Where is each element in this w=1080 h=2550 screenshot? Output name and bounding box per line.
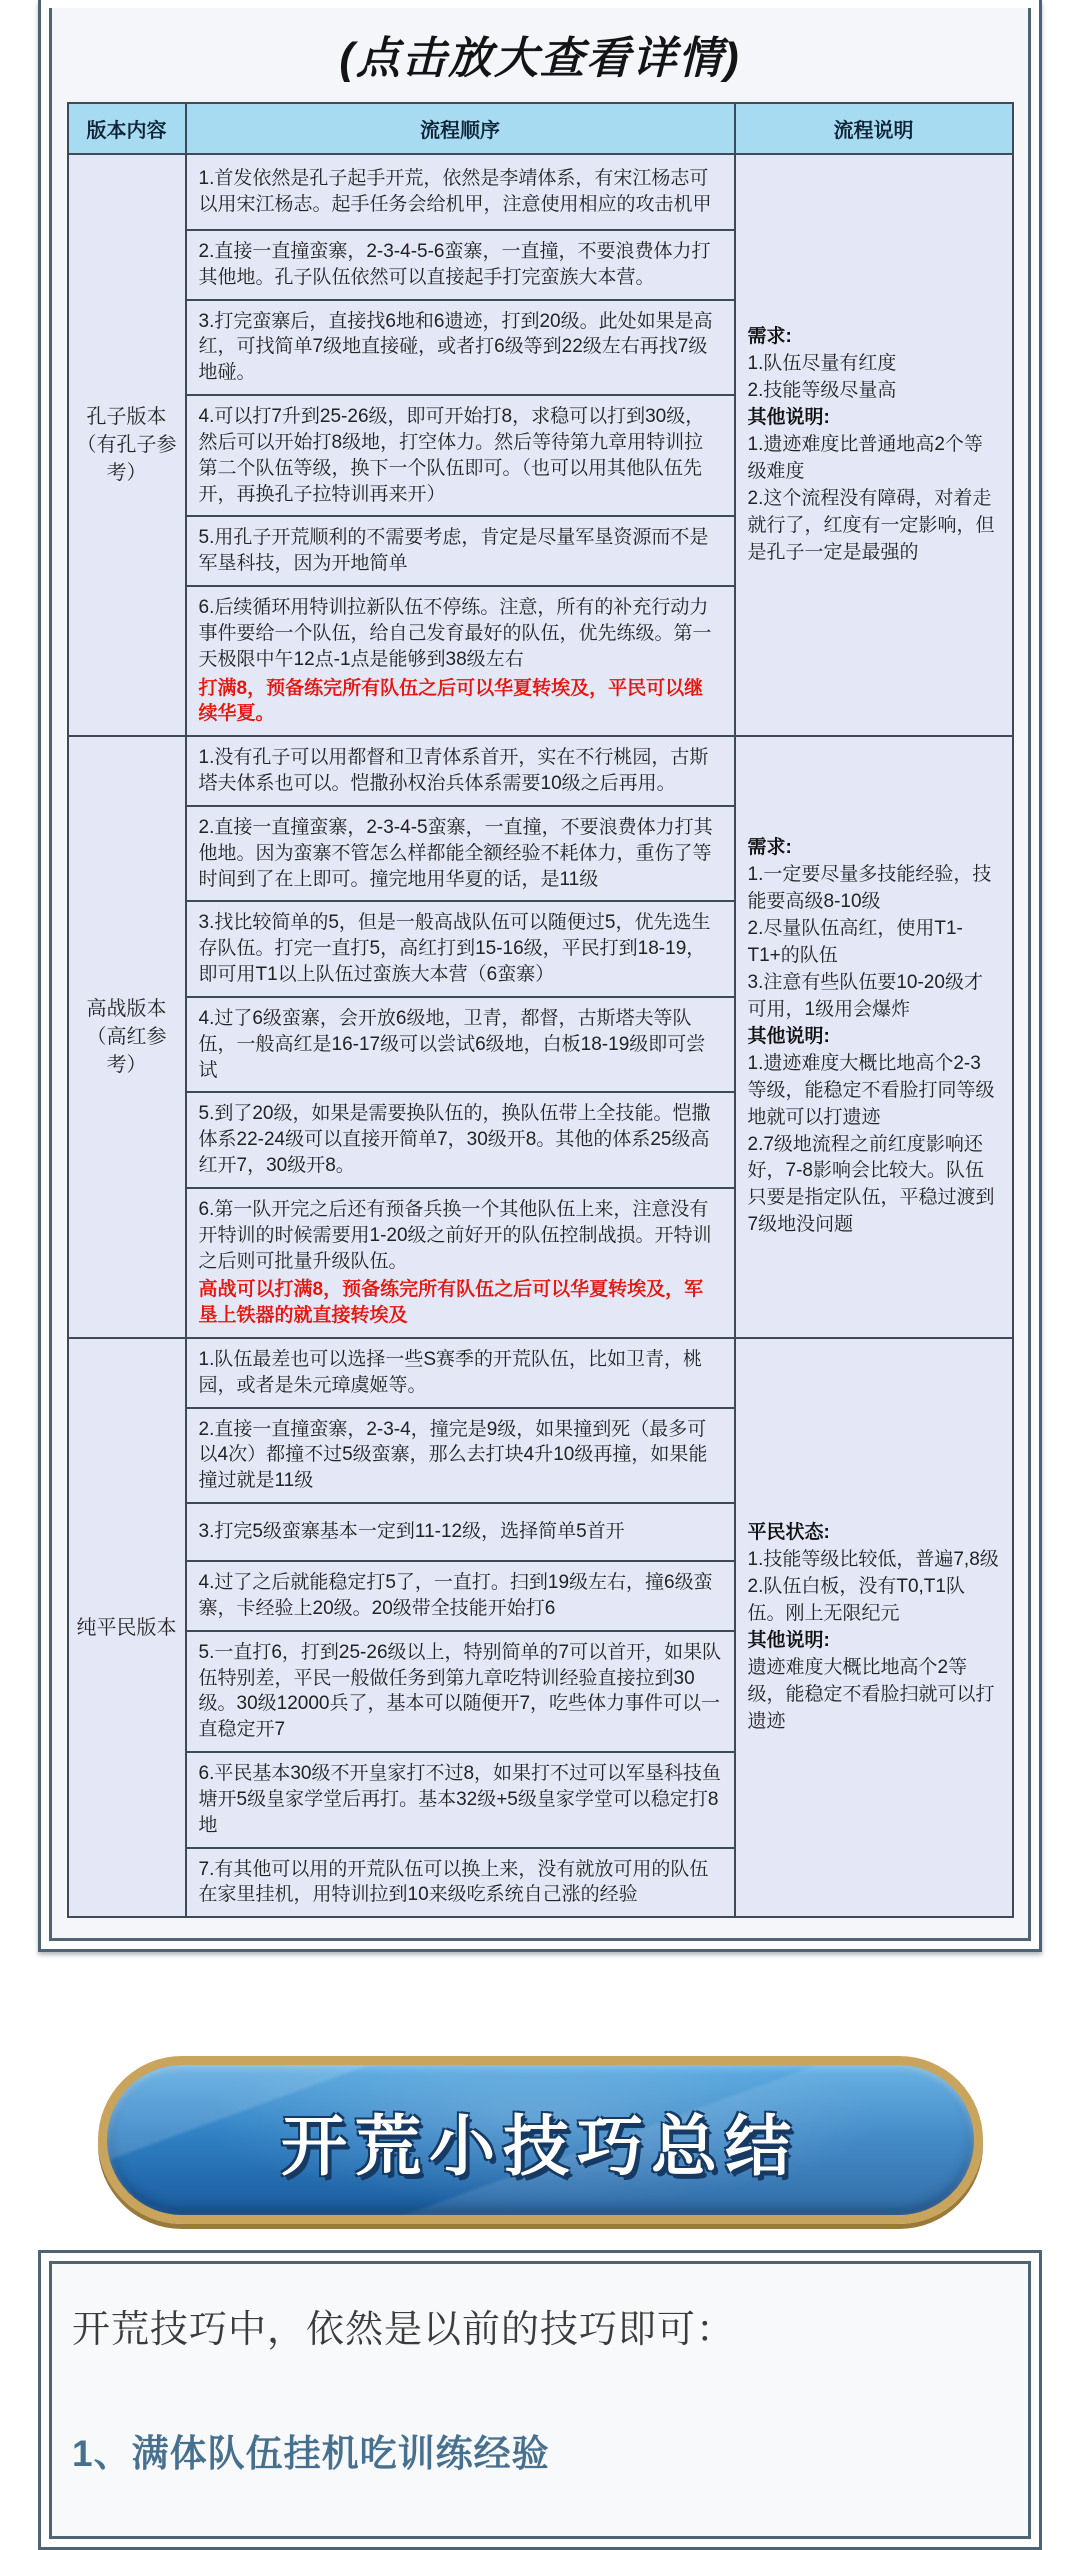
step-item bbox=[187, 1093, 734, 1188]
section-banner bbox=[98, 2056, 983, 2224]
step-text: 6.平民基本30级不开皇家打不过8，如果打不过可以军垦科技鱼塘开5级皇家学堂后再打。基本32级+5级皇家学堂可以稳定打8地 bbox=[198, 1763, 722, 1836]
step-text: 2.直接一直撞蛮寨，2-3-4，撞完是9级，如果撞到死（最多可以4次）都撞不过5级蛮寨，那么去打块4升10级再撞，如果能撞过就是11级 bbox=[198, 1418, 708, 1492]
strategy-table[interactable] bbox=[67, 102, 1014, 1918]
step-item bbox=[187, 1753, 734, 1848]
steps-cell bbox=[186, 1338, 735, 1917]
step-text: 4.可以打7升到25-26级，即可开始打8，求稳可以打到30级，然后可以开始打8级地，打空体力。然后等待第九章用特训拉第二个队伍等级，换下一个队伍即可。（也可以用其他队伍先开，再换孔子拉特训再来开） bbox=[198, 406, 705, 505]
tips-section-panel bbox=[38, 2250, 1042, 2550]
note-line: 需求: bbox=[747, 836, 792, 858]
step-item bbox=[187, 1632, 734, 1753]
note-line: 其他说明: bbox=[747, 1025, 830, 1047]
note-line: 1.技能等级比较低，普遍7,8级 bbox=[747, 1548, 999, 1570]
note-line: 2.尽量队伍高红，使用T1-T1+的队伍 bbox=[747, 917, 963, 966]
step-text: 6.后续循环用特训拉新队伍不停练。注意，所有的补充行动力事件要给一个队伍，给自己发育最好的队伍，优先练级。第一天极限中午12点-1点是能够到38级左右 bbox=[198, 597, 712, 670]
step-item bbox=[187, 517, 734, 587]
step-item bbox=[187, 155, 734, 231]
note-line: 2.这个流程没有障碍，对着走就行了，红度有一定影响，但是孔子一定是最强的 bbox=[747, 487, 995, 563]
step-text: 7.有其他可以用的开荒队伍可以换上来，没有就放可用的队伍在家里挂机，用特训拉到10来级吃系统自己涨的经验 bbox=[198, 1858, 709, 1906]
step-item bbox=[187, 807, 734, 902]
note-line: 其他说明: bbox=[747, 1629, 830, 1651]
step-item bbox=[187, 1562, 734, 1632]
steps-cell bbox=[186, 154, 735, 736]
version-label: 纯平民版本 bbox=[68, 1338, 186, 1917]
note-line: 需求: bbox=[747, 325, 792, 347]
step-text: 4.过了之后就能稳定打5了，一直打。扫到19级左右，撞6级蛮寨，卡经验上20级。20级带全技能开始打6 bbox=[198, 1572, 713, 1619]
notes-cell bbox=[735, 1338, 1013, 1917]
header-process-notes: 流程说明 bbox=[735, 103, 1013, 154]
table-row bbox=[68, 154, 1013, 736]
note-line: 1.一定要尽量多技能经验，技能要高级8-10级 bbox=[747, 863, 992, 912]
step-item bbox=[187, 1189, 734, 1337]
note-line: 3.注意有些队伍要10-20级才可用，1级用会爆炸 bbox=[747, 971, 983, 1020]
notes-cell bbox=[735, 154, 1013, 736]
note-line: 2.队伍白板，没有T0,T1队伍。刚上无限纪元 bbox=[747, 1575, 965, 1624]
step-text: 3.打完蛮寨后，直接找6地和6遗迹，打到20级。此处如果是高红，可找简单7级地直接碰，或者打6级等到22级左右再找7级地碰。 bbox=[198, 310, 713, 384]
version-label: 孔子版本（有孔子参考） bbox=[68, 154, 186, 736]
banner-title: 开荒小技巧总结 bbox=[281, 2108, 799, 2183]
step-highlight-text: 打满8，预备练完所有队伍之后可以华夏转埃及，平民可以继续华夏。 bbox=[198, 677, 704, 725]
step-item bbox=[187, 587, 734, 735]
step-item bbox=[187, 1339, 734, 1409]
step-item bbox=[187, 737, 734, 807]
note-line: 遗迹难度大概比地高个2等级，能稳定不看脸扫就可以打遗迹 bbox=[747, 1656, 995, 1732]
note-line: 其他说明: bbox=[747, 406, 830, 428]
notes-cell bbox=[735, 736, 1013, 1338]
step-item bbox=[187, 301, 734, 396]
header-process-order: 流程顺序 bbox=[186, 103, 735, 154]
step-text: 4.过了6级蛮寨，会开放6级地，卫青，都督，古斯塔夫等队伍，一般高红是16-17级可以尝试6级地，白板18-19级即可尝试 bbox=[198, 1007, 706, 1081]
table-header-row bbox=[68, 103, 1013, 154]
step-text: 2.直接一直撞蛮寨，2-3-4-5蛮寨，一直撞，不要浪费体力打其他地。因为蛮寨不管怎么样都能全额经验不耗体力，重伤了等时间到了在上即可。撞完地用华夏的话，是11级 bbox=[198, 816, 713, 890]
step-text: 1.没有孔子可以用都督和卫青体系首开，实在不行桃园，古斯塔夫体系也可以。恺撒孙权治兵体系需要10级之后再用。 bbox=[198, 747, 709, 795]
step-text: 2.直接一直撞蛮寨，2-3-4-5-6蛮寨，一直撞，不要浪费体力打其他地。孔子队伍依然可以直接起手打完蛮族大本营。 bbox=[198, 241, 711, 288]
header-version-content: 版本内容 bbox=[68, 103, 186, 154]
step-text: 5.到了20级，如果是需要换队伍的，换队伍带上全技能。恺撒体系22-24级可以直接开简单7，30级开8。其他的体系25级高红开7，30级开8。 bbox=[198, 1103, 711, 1177]
tip-1-heading: 1、满体队伍挂机吃训练经验 bbox=[72, 2433, 550, 2475]
note-line: 平民状态: bbox=[747, 1521, 830, 1543]
step-text: 3.找比较简单的5，但是一般高战队伍可以随便过5，优先选生存队伍。打完一直打5，高红打到15-16级，平民打到18-19，即可用T1以上队伍过蛮族大本营（6蛮寨） bbox=[198, 912, 711, 986]
step-item bbox=[187, 1504, 734, 1562]
version-label: 高战版本（高红参考） bbox=[68, 736, 186, 1338]
step-item bbox=[187, 231, 734, 301]
step-item bbox=[187, 998, 734, 1093]
step-item bbox=[187, 1849, 734, 1917]
tips-intro-text: 开荒技巧中，依然是以前的技巧即可： bbox=[72, 2309, 736, 2352]
note-line: 2.技能等级尽量高 bbox=[747, 379, 897, 401]
note-line: 2.7级地流程之前红度影响还好，7-8影响会比较大。队伍只要是指定队伍，平稳过渡到7级地没问题 bbox=[747, 1133, 995, 1236]
step-text: 1.首发依然是孔子起手开荒，依然是李靖体系，有宋江杨志可以用宋江杨志。起手任务会给机甲，注意使用相应的攻击机甲 bbox=[198, 168, 712, 215]
note-line: 1.遗迹难度大概比地高个2-3等级，能稳定不看脸打同等级地就可以打遗迹 bbox=[747, 1052, 995, 1128]
note-line: 1.队伍尽量有红度 bbox=[747, 352, 897, 374]
step-text: 5.用孔子开荒顺利的不需要考虑，肯定是尽量军垦资源而不是军垦科技，因为开地简单 bbox=[198, 527, 709, 575]
step-text: 5.一直打6，打到25-26级以上，特别简单的7可以首开，如果队伍特别差，平民一般做任务到第九章吃特训经验直接拉到30级。30级12000兵了，基本可以随便开7，吃些体力事件可以一直稳定开7 bbox=[198, 1641, 722, 1741]
step-text: 1.队伍最差也可以选择一些S赛季的开荒队伍，比如卫青，桃园，或者是朱元璋虞姬等。 bbox=[198, 1348, 703, 1396]
step-highlight-text: 高战可以打满8，预备练完所有队伍之后可以华夏转埃及，军垦上铁器的就直接转埃及 bbox=[198, 1279, 704, 1327]
steps-cell bbox=[186, 736, 735, 1338]
note-line: 1.遗迹难度比普通地高2个等级难度 bbox=[747, 433, 983, 482]
table-row bbox=[68, 1338, 1013, 1917]
tips-section-inner bbox=[49, 2261, 1031, 2539]
table-section-panel bbox=[38, 0, 1042, 1952]
step-item bbox=[187, 396, 734, 517]
step-text: 6.第一队开完之后还有预备兵换一个其他队伍上来，注意没有开特训的时候需要用1-20级之前好开的队伍控制战损。开特训之后则可批量升级队伍。 bbox=[198, 1198, 712, 1272]
table-section-inner bbox=[49, 8, 1031, 1941]
step-item bbox=[187, 902, 734, 997]
zoom-hint-caption: (点击放大查看详情) bbox=[339, 34, 741, 83]
step-item bbox=[187, 1409, 734, 1504]
step-text: 3.打完5级蛮寨基本一定到11-12级，选择简单5首开 bbox=[198, 1521, 625, 1543]
table-row bbox=[68, 736, 1013, 1338]
